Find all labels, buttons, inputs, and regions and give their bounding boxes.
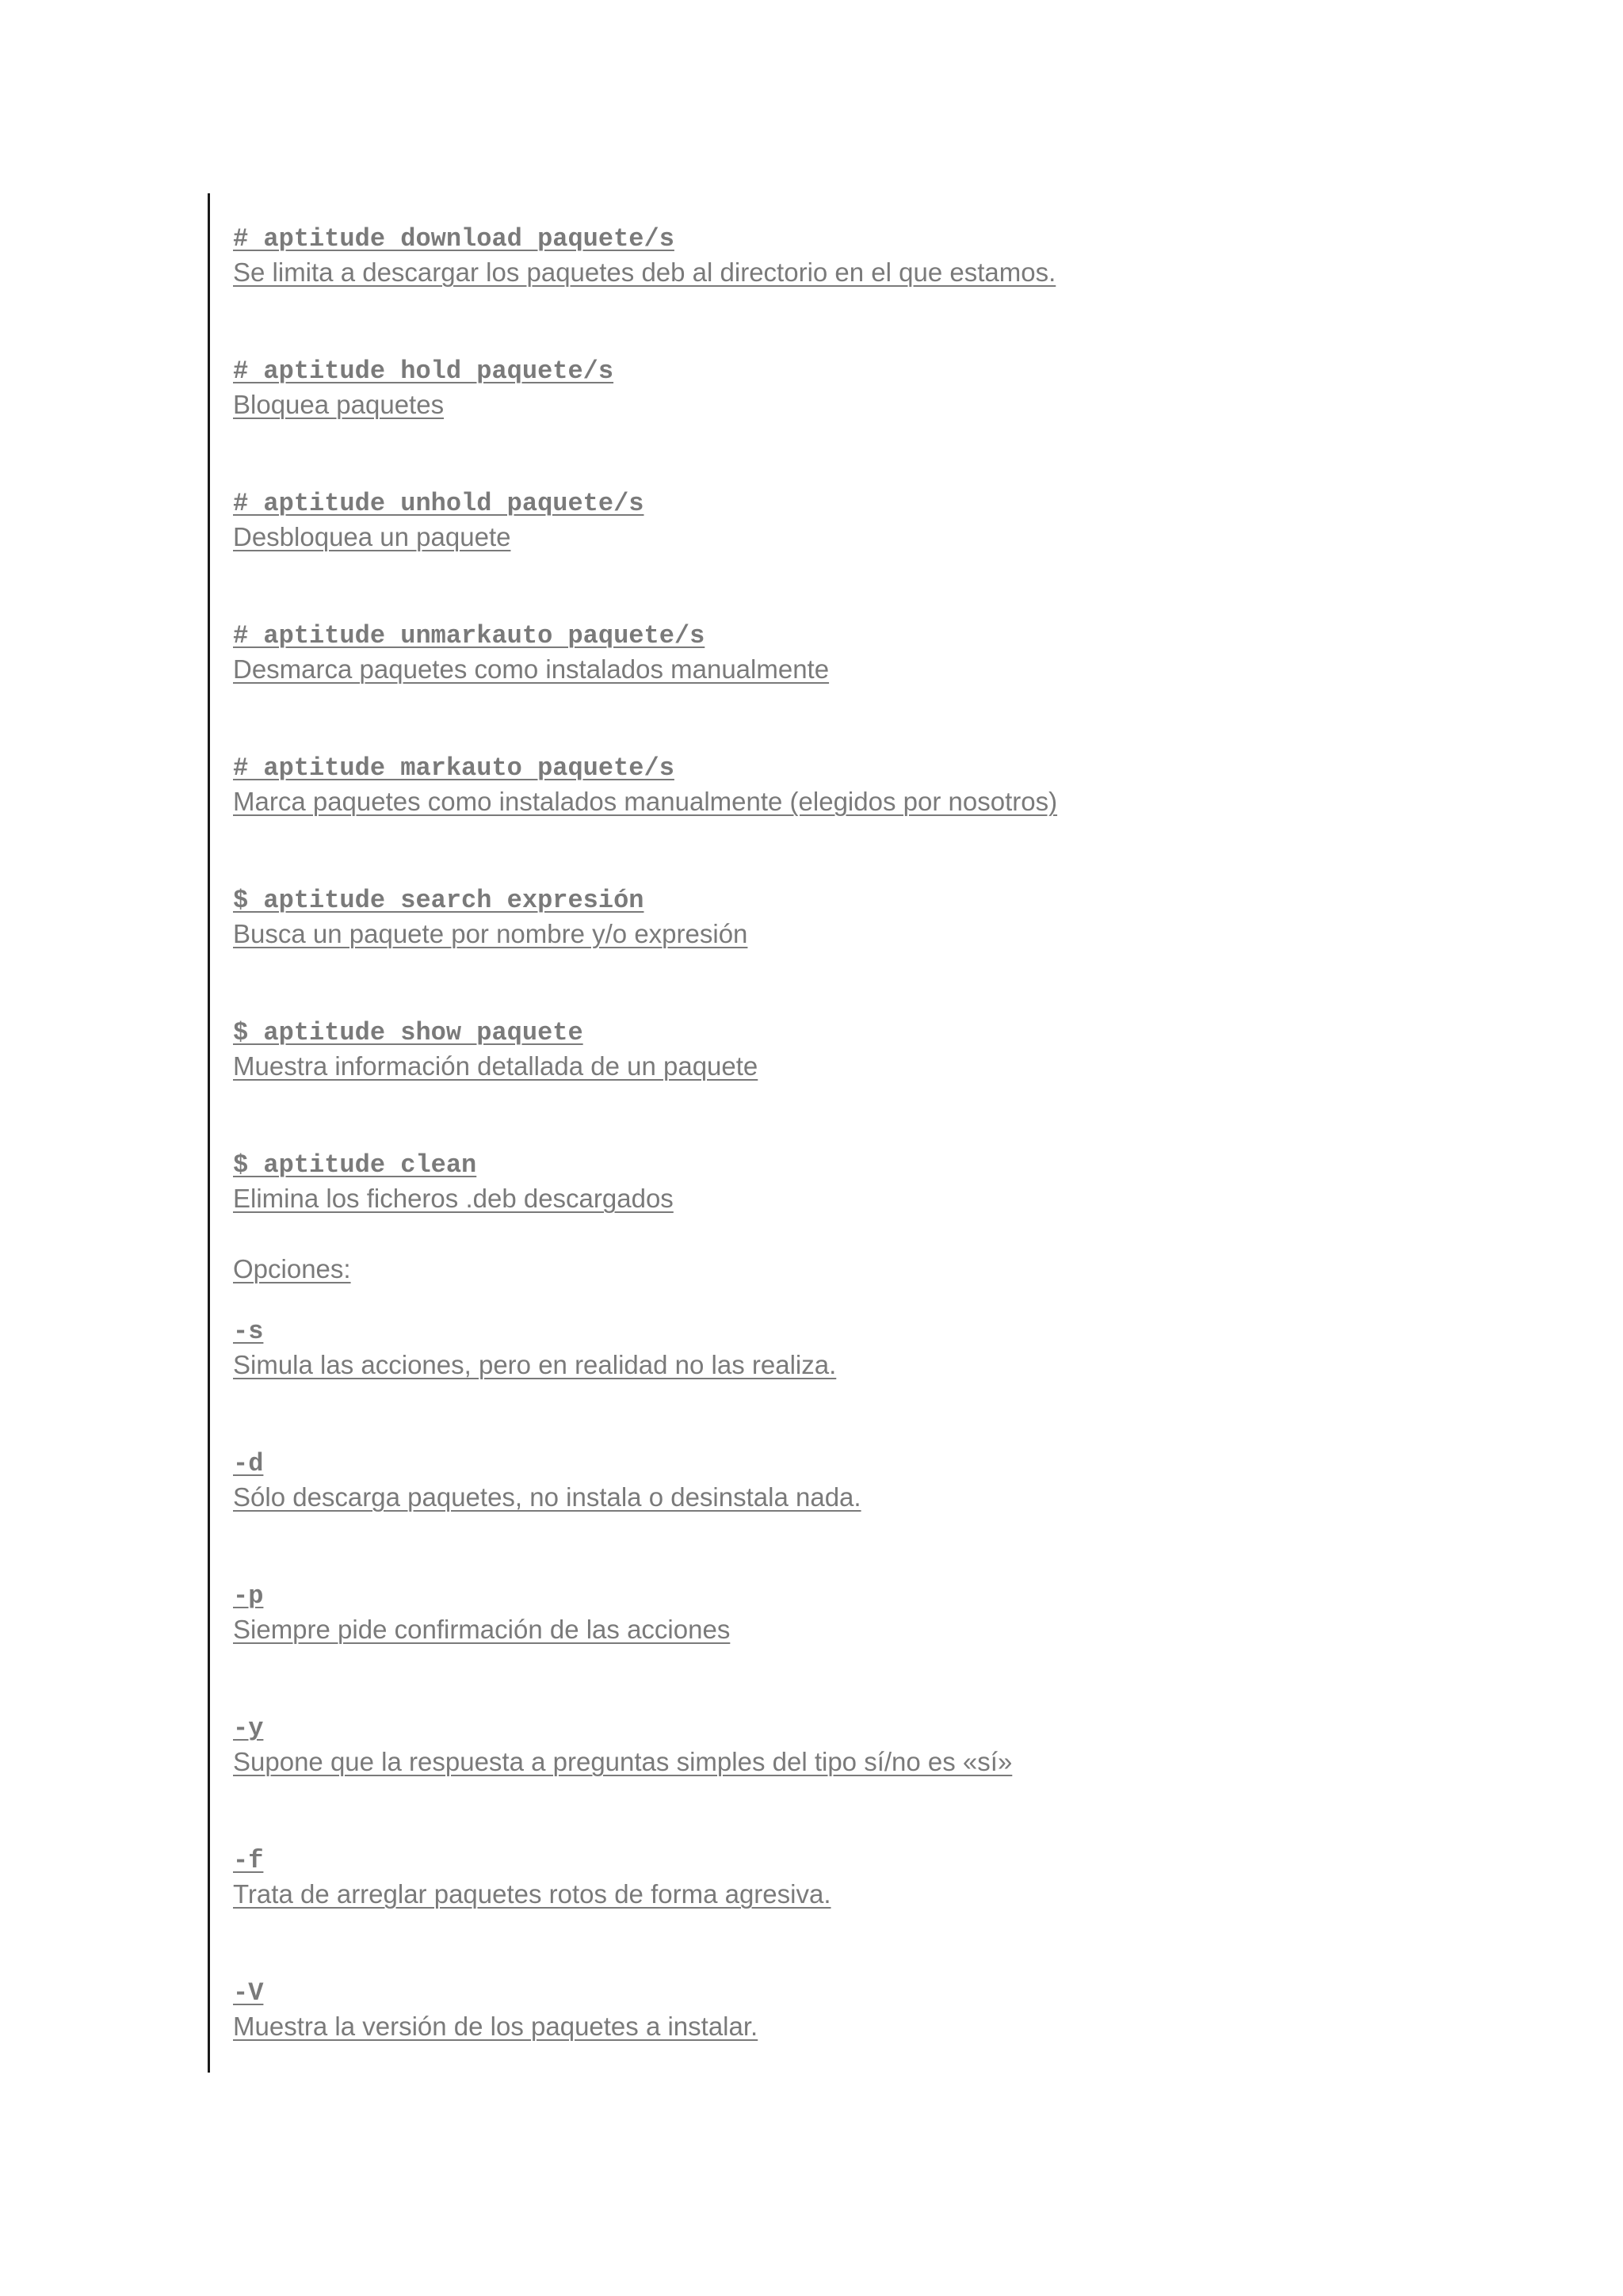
option-d-description: Sólo descarga paquetes, no instala o desinstala nada.	[233, 1482, 861, 1512]
option-p-description: Siempre pide confirmación de las acciones	[233, 1615, 731, 1644]
command-search: $ aptitude search expresión	[233, 886, 644, 915]
option-y: -y	[233, 1714, 264, 1743]
option-f: -f	[233, 1846, 264, 1875]
option-p: -p	[233, 1581, 264, 1611]
command-show: $ aptitude show paquete	[233, 1018, 583, 1047]
option-d: -d	[233, 1449, 264, 1478]
option-s: -s	[233, 1317, 264, 1346]
command-download: # aptitude download paquete/s	[233, 224, 674, 254]
command-clean-description: Elimina los ficheros .deb descargados	[233, 1184, 674, 1213]
option-V-description: Muestra la versión de los paquetes a instalar.	[233, 2012, 758, 2041]
command-unhold: # aptitude unhold paquete/s	[233, 489, 644, 518]
option-y-description: Supone que la respuesta a preguntas simples del tipo sí/no es «sí»	[233, 1747, 1013, 1776]
option-s-description: Simula las acciones, pero en realidad no las realiza.	[233, 1350, 837, 1379]
command-markauto: # aptitude markauto paquete/s	[233, 753, 674, 783]
command-show-description: Muestra información detallada de un paquete	[233, 1051, 758, 1081]
options-heading: Opciones:	[233, 1254, 351, 1283]
command-unhold-description: Desbloquea un paquete	[233, 522, 511, 551]
option-V: -V	[233, 1978, 264, 2008]
command-hold: # aptitude hold paquete/s	[233, 357, 614, 386]
command-clean: $ aptitude clean	[233, 1150, 477, 1180]
command-unmarkauto-description: Desmarca paquetes como instalados manualmente	[233, 654, 830, 684]
command-markauto-description: Marca paquetes como instalados manualmente (elegidos por nosotros)	[233, 787, 1058, 816]
option-f-description: Trata de arreglar paquetes rotos de forma agresiva.	[233, 1879, 831, 1909]
command-search-description: Busca un paquete por nombre y/o expresión	[233, 919, 748, 948]
command-hold-description: Bloquea paquetes	[233, 390, 445, 419]
command-download-description: Se limita a descargar los paquetes deb al directorio en el que estamos.	[233, 257, 1056, 287]
command-unmarkauto: # aptitude unmarkauto paquete/s	[233, 621, 705, 650]
change-bar	[208, 193, 210, 2073]
